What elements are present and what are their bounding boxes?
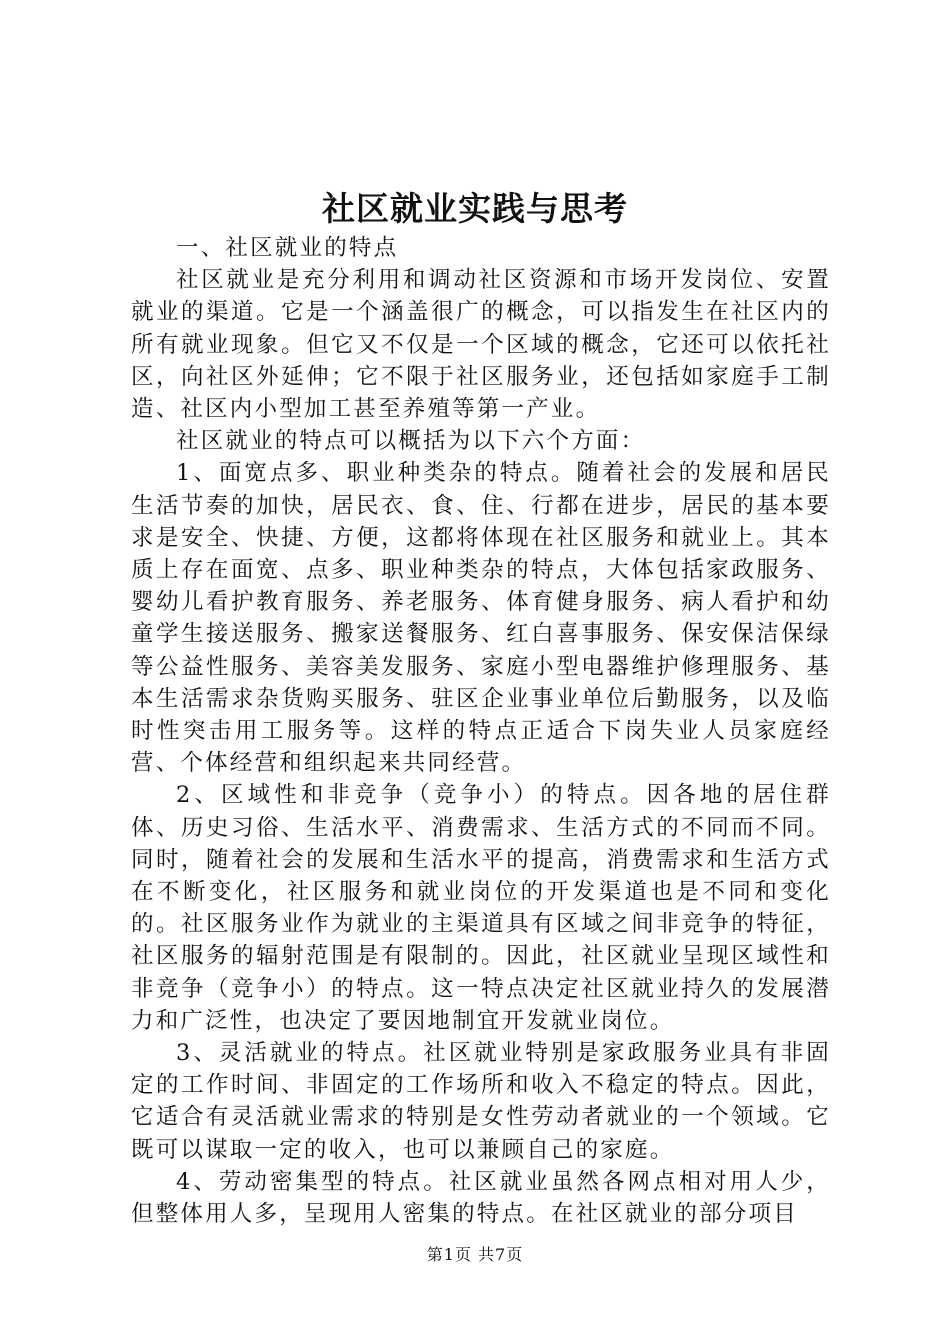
paragraph: 社区就业是充分利用和调动社区资源和市场开发岗位、安置就业的渠道。它是一个涵盖很广的概念，可以指发生在社区内的所有就业现象。但它又不仅是一个区域的概念，它还可以依托社区，向社区外延伸；它不限于社区服务业，还包括如家庭手工制造、社区内小型加工甚至养殖等第一产业。: [131, 267, 831, 423]
document-body: [131, 232, 831, 1230]
paragraph: 4、劳动密集型的特点。社区就业虽然各网点相对用人少，但整体用人多，呈现用人密集的特点。在社区就业的部分项目: [131, 1168, 831, 1228]
page-number-footer: 第1页 共7页: [426, 1245, 524, 1264]
paragraph: 1、面宽点多、职业种类杂的特点。随着社会的发展和居民生活节奏的加快，居民衣、食、住、行都在进步，居民的基本要求是安全、快捷、方便，这都将体现在社区服务和就业上。其本质上存在面宽、点多、职业种类杂的特点，大体包括家政服务、婴幼儿看护教育服务、养老服务、体育健身服务、病人看护和幼童学生接送服务、搬家送餐服务、红白喜事服务、保安保洁保绿等公益性服务、美容美发服务、家庭小型电器维护修理服务、基本生活需求杂货购买服务、驻区企业事业单位后勤服务，以及临时性突击用工服务等。这样的特点正适合下岗失业人员家庭经营、个体经营和组织起来共同经营。: [131, 460, 831, 777]
paragraph: 3、灵活就业的特点。社区就业特别是家政服务业具有非固定的工作时间、非固定的工作场所和收入不稳定的特点。因此，它适合有灵活就业需求的特别是女性劳动者就业的一个领域。它既可以谋取一定的收入，也可以兼顾自己的家庭。: [131, 1040, 831, 1163]
paragraph: 社区就业的特点可以概括为以下六个方面：: [176, 428, 646, 455]
document-title: 社区就业实践与思考: [322, 189, 628, 228]
section-heading: 一、社区就业的特点: [176, 235, 399, 261]
paragraph: 2、区域性和非竞争（竞争小）的特点。因各地的居住群体、历史习俗、生活水平、消费需求、生活方式的不同而不同。同时，随着社会的发展和生活水平的提高，消费需求和生活方式在不断变化，社区服务和就业岗位的开发渠道也是不同和变化的。社区服务业作为就业的主渠道具有区域之间非竞争的特征，社区服务的辐射范围是有限制的。因此，社区就业呈现区域性和非竞争（竞争小）的特点。这一特点决定社区就业持久的发展潜力和广泛性，也决定了要因地制宜开发就业岗位。: [131, 782, 831, 1034]
